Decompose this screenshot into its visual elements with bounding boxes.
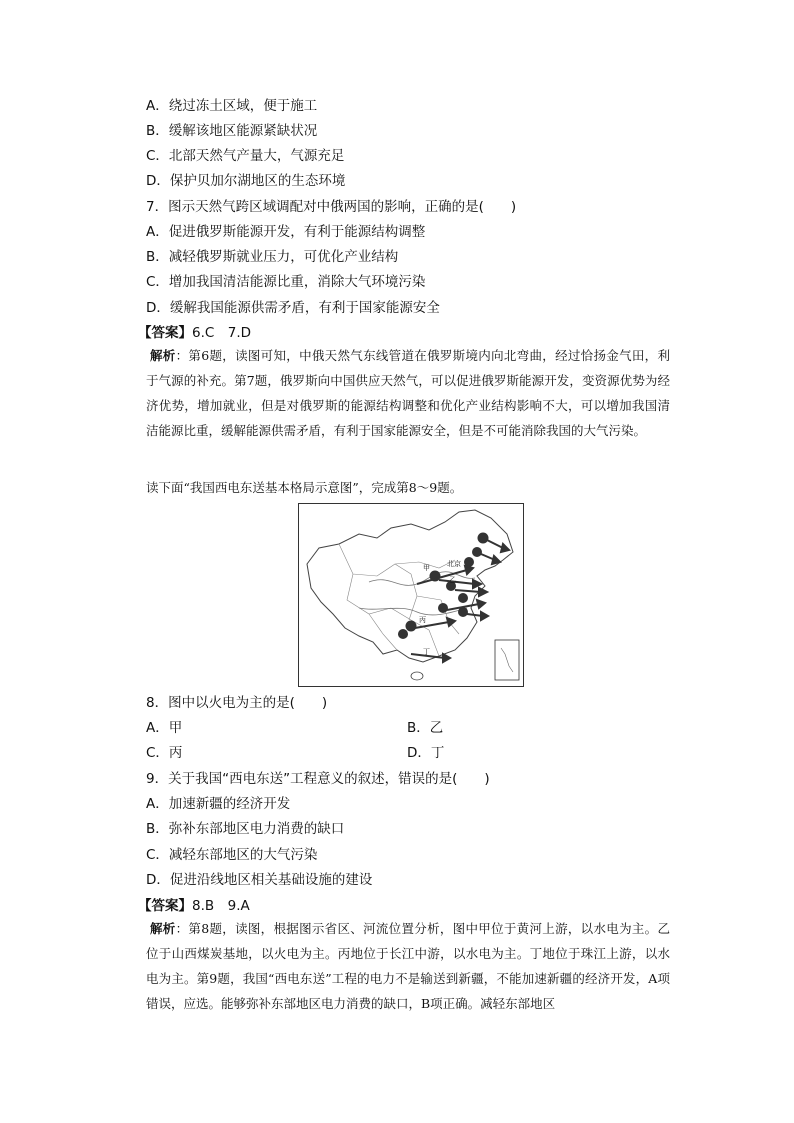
q8-option-d: D．丁 <box>407 745 445 761</box>
power-dot-northeast-1 <box>478 533 489 544</box>
explanation-8-9 <box>146 916 670 1016</box>
label-ding: 丁 <box>423 648 430 656</box>
power-dot-central-1 <box>438 603 448 613</box>
answer-8-9 <box>138 897 250 915</box>
province-boundaries <box>339 544 459 656</box>
q9-option-a: A．加速新疆的经济开发 <box>146 796 291 812</box>
q8-option-a: A．甲 <box>146 720 183 736</box>
china-map-graphic <box>299 504 523 686</box>
label-jia: 甲 <box>423 564 430 572</box>
q7-option-c: C．增加我国清洁能源比重，消除大气环境污染 <box>146 274 426 290</box>
answer-tag: 【答案】 <box>138 325 192 341</box>
explanation-label: 解析 <box>150 348 176 363</box>
q9-option-b: B．弥补东部地区电力消费的缺口 <box>146 821 345 837</box>
q9-stem: 9．关于我国“西电东送”工程意义的叙述，错误的是( ) <box>146 771 490 787</box>
label-beijing: 北京 <box>447 560 461 568</box>
explanation-6-7 <box>146 343 670 443</box>
west-east-power-map <box>298 503 524 687</box>
q6-option-a: A．绕过冻土区域，便于施工 <box>146 98 318 114</box>
hainan-island <box>411 672 423 680</box>
power-dot-southwest <box>398 629 408 639</box>
q8-option-b: B．乙 <box>407 720 444 736</box>
explanation-label: 解析 <box>150 921 176 936</box>
q7-option-b: B．减轻俄罗斯就业压力，可优化产业结构 <box>146 249 399 265</box>
answer-6-7 <box>138 324 251 342</box>
label-yi: 乙 <box>449 576 456 584</box>
power-dot-bing <box>406 621 417 632</box>
q6-option-b: B．缓解该地区能源紧缺状况 <box>146 123 318 139</box>
q8-stem: 8．图中以火电为主的是( ) <box>146 695 328 711</box>
explanation-text: ：第8题，读图，根据图示省区、河流位置分析，图中甲位于黄河上游，以水电为主。乙位于山西煤炭基地，以火电为主。丙地位于长江中游，以水电为主。丁地位于珠江上游，以水电为主。第9题，我国“西电东送”工程的电力不是输送到新疆，不能加速新疆的经济开发，A项错误，应选。能够弥补东部地区电力消费的缺口，B项正确。减轻东部地区 <box>146 921 670 1011</box>
power-dot-north-2 <box>458 593 468 603</box>
label-bing: 丙 <box>419 616 426 624</box>
answer-text: 8.B 9.A <box>192 898 250 914</box>
q7-option-a: A．促进俄罗斯能源开发，有利于能源结构调整 <box>146 224 426 240</box>
answer-tag: 【答案】 <box>138 898 192 914</box>
q7-option-d: D．缓解我国能源供需矛盾，有利于国家能源安全 <box>146 300 440 316</box>
q9-option-c: C．减轻东部地区的大气污染 <box>146 847 318 863</box>
answer-text: 6.C 7.D <box>192 325 252 341</box>
q6-option-d: D．保护贝加尔湖地区的生态环境 <box>146 173 346 189</box>
explanation-text: ：第6题，读图可知，中俄天然气东线管道在俄罗斯境内向北弯曲，经过恰扬金气田，利于气源的补充。第7题，俄罗斯向中国供应天然气，可以促进俄罗斯能源开发，变资源优势为经济优势，增加就业，但是对俄罗斯的能源结构调整和优化产业结构影响不大，可以增加我国清洁能源比重，缓解能源供需矛盾，有利于国家能源安全，但是不可能消除我国的大气污染。 <box>146 348 670 438</box>
q7-stem: 7．图示天然气跨区域调配对中俄两国的影响，正确的是( ) <box>146 199 517 215</box>
map-intro: 读下面“我国西电东送基本格局示意图”，完成第8～9题。 <box>146 480 463 495</box>
power-dot-northeast-2 <box>472 547 482 557</box>
q6-option-c: C．北部天然气产量大，气源充足 <box>146 148 345 164</box>
q9-option-d: D．促进沿线地区相关基础设施的建设 <box>146 872 373 888</box>
q8-option-c: C．丙 <box>146 745 183 761</box>
